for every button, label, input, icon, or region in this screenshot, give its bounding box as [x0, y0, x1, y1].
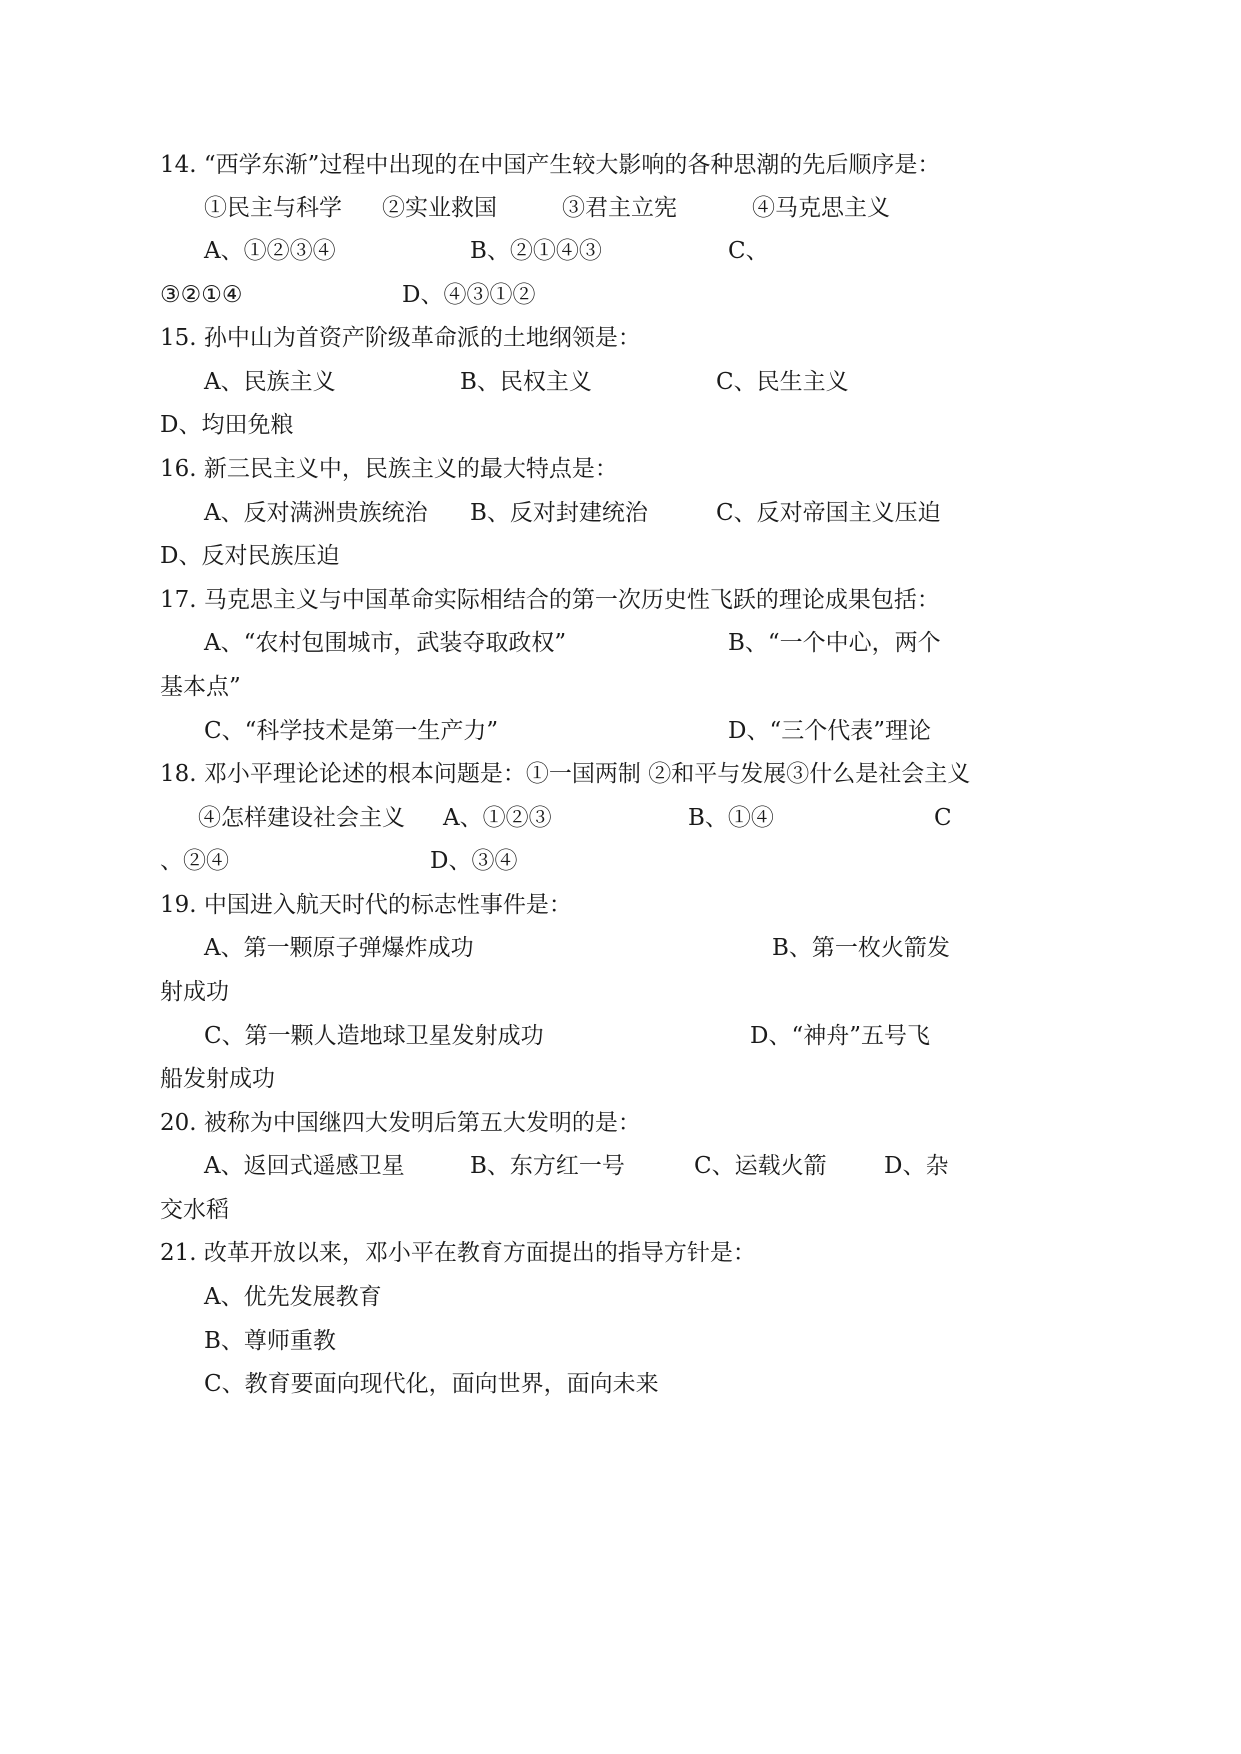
q18-option-b: B、①④	[688, 805, 774, 831]
q19-option-d-wrap: 船发射成功	[160, 1066, 275, 1092]
q14-option-d: D、④③①②	[402, 282, 536, 308]
q16-stem: 16. 新三民主义中，民族主义的最大特点是：	[160, 456, 618, 482]
q17-option-a: A、“农村包围城市，武装夺取政权”	[204, 630, 567, 656]
q15-option-a: A、民族主义	[204, 369, 336, 395]
q19-stem: 19. 中国进入航天时代的标志性事件是：	[160, 892, 572, 918]
q19-option-b: B、第一枚火箭发	[772, 935, 950, 961]
q18-option-d: D、③④	[430, 848, 518, 874]
q20-option-d: D、杂	[884, 1153, 949, 1179]
q16-option-c: C、反对帝国主义压迫	[716, 500, 941, 526]
q15-option-d: D、均田免粮	[160, 412, 294, 438]
q14-item-4: ④马克思主义	[752, 195, 890, 221]
q17-stem: 17. 马克思主义与中国革命实际相结合的第一次历史性飞跃的理论成果包括：	[160, 587, 940, 613]
q19-option-d: D、“神舟”五号飞	[750, 1023, 930, 1049]
q15-option-b: B、民权主义	[460, 369, 592, 395]
q17-option-b: B、“一个中心，两个	[728, 630, 941, 656]
q16-option-d: D、反对民族压迫	[160, 543, 340, 569]
q18-stem: 18. 邓小平理论论述的根本问题是：①一国两制 ②和平与发展③什么是社会主义	[160, 761, 971, 787]
q16-option-b: B、反对封建统治	[470, 500, 648, 526]
q14-option-c: C、	[728, 238, 769, 264]
q14-item-3: ③君主立宪	[562, 195, 677, 221]
q17-option-d: D、“三个代表”理论	[728, 718, 931, 744]
q20-stem: 20. 被称为中国继四大发明后第五大发明的是：	[160, 1110, 641, 1136]
q14-item-1: ①民主与科学	[204, 195, 342, 221]
q19-option-c: C、第一颗人造地球卫星发射成功	[204, 1023, 544, 1049]
q21-option-a: A、优先发展教育	[204, 1284, 382, 1310]
q20-option-c: C、运载火箭	[694, 1153, 827, 1179]
q15-stem: 15. 孙中山为首资产阶级革命派的土地纲领是：	[160, 325, 641, 351]
q20-option-a: A、返回式遥感卫星	[204, 1153, 405, 1179]
q18-option-c: C	[934, 805, 952, 831]
q14-option-a: A、①②③④	[204, 238, 336, 264]
q17-option-c: C、“科学技术是第一生产力”	[204, 718, 499, 744]
q21-option-c: C、教育要面向现代化，面向世界，面向未来	[204, 1371, 659, 1397]
q16-option-a: A、反对满洲贵族统治	[204, 500, 428, 526]
q21-option-b: B、尊师重教	[204, 1328, 336, 1354]
q15-option-c: C、民生主义	[716, 369, 849, 395]
q14-stem: 14. “西学东渐”过程中出现的在中国产生较大影响的各种思潮的先后顺序是：	[160, 152, 941, 178]
q14-option-b: B、②①④③	[470, 238, 602, 264]
q20-option-b: B、东方红一号	[470, 1153, 625, 1179]
q18-stem-wrap: ④怎样建设社会主义	[198, 805, 405, 831]
q21-stem: 21. 改革开放以来，邓小平在教育方面提出的指导方针是：	[160, 1240, 756, 1266]
q17-option-b-wrap: 基本点”	[160, 674, 241, 700]
q19-option-b-wrap: 射成功	[160, 979, 229, 1005]
q18-option-c-wrap: 、②④	[160, 848, 229, 874]
q19-option-a: A、第一颗原子弹爆炸成功	[204, 935, 474, 961]
q14-option-c-wrap: ③②①④	[160, 282, 243, 308]
q14-item-2: ②实业救国	[382, 195, 497, 221]
q20-option-d-wrap: 交水稻	[160, 1197, 229, 1223]
q18-option-a: A、①②③	[443, 805, 552, 831]
